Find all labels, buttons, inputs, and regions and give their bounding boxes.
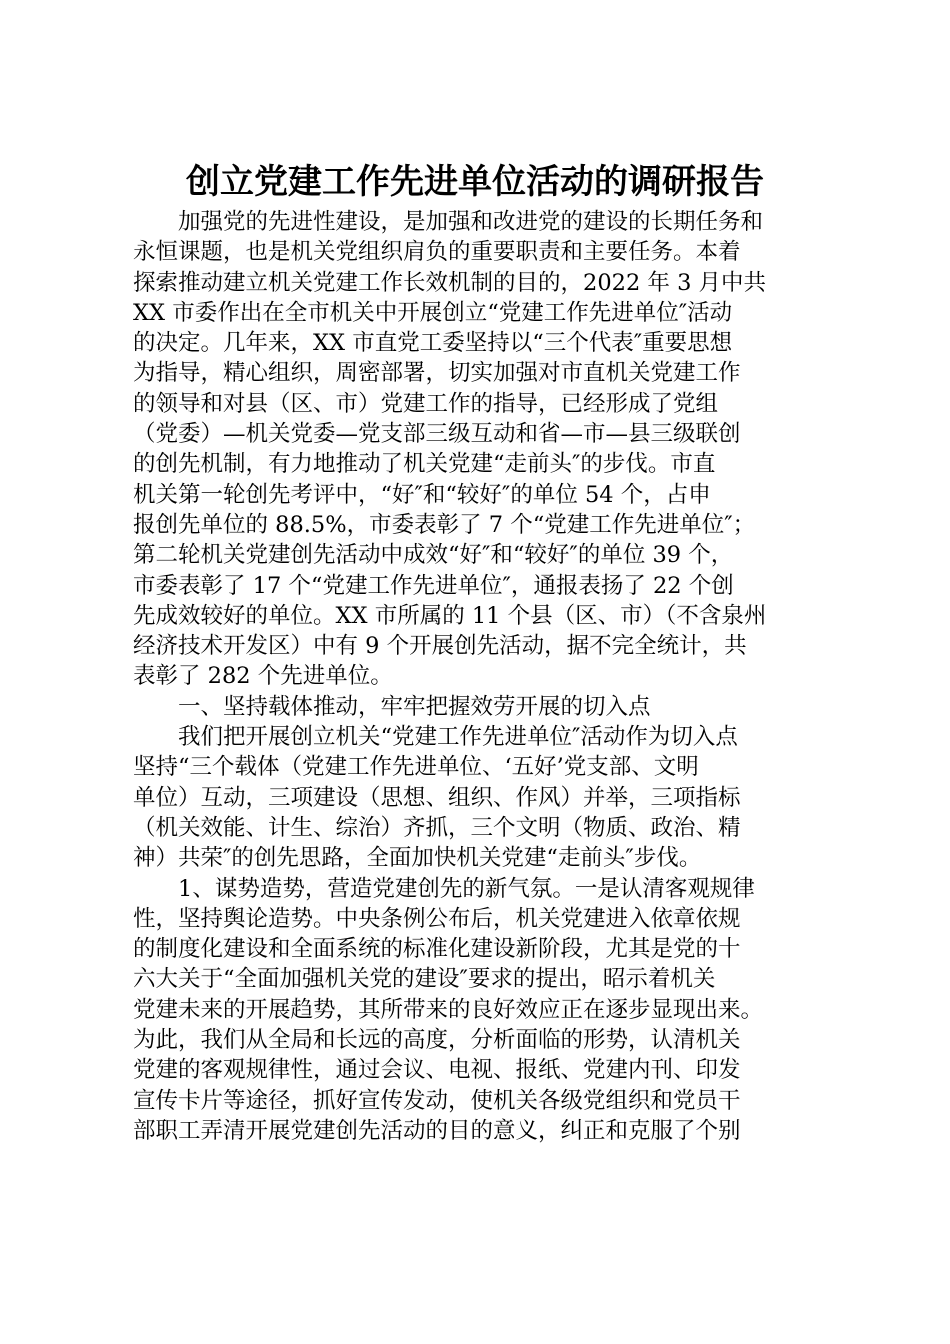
body-line-11: 报创先单位的 88.5%，市委表彰了 7 个“党建工作先进单位″； [133, 511, 756, 538]
body-line-23: 1、谋势造势，营造党建创先的新气氛。一是认清客观规律 [178, 875, 755, 902]
document-body [133, 207, 823, 1146]
body-line-7: 的领导和对县（区、市）党建工作的指导，已经形成了党组 [133, 390, 719, 417]
body-line-15: 经济技术开发区）中有 9 个开展创先活动，据不完全统计，共 [133, 633, 747, 660]
body-line-1: 加强党的先进性建设，是加强和改进党的建设的长期任务和 [178, 209, 764, 235]
body-line-10: 机关第一轮创先考评中，“好″和“较好″的单位 54 个，占申 [133, 481, 711, 508]
document-title: 创立党建工作先进单位活动的调研报告 [186, 162, 764, 202]
body-line-28: 为此，我们从全局和长远的高度，分析面临的形势，认清机关 [133, 1027, 741, 1054]
body-line-26: 六大关于“全面加强机关党的建设″要求的提出，昭示着机关 [133, 966, 716, 993]
body-line-20: 单位）互动，三项建设（思想、组织、作风）并举，三项指标 [133, 784, 741, 811]
body-line-24: 性，坚持舆论造势。中央条例公布后，机关党建进入依章依规 [133, 905, 741, 932]
body-line-19: 坚持“三个载体（党建工作先进单位、‘五好’党支部、文明 [133, 754, 699, 781]
body-line-31: 部职工弄清开展党建创先活动的目的意义，纠正和克服了个别 [133, 1117, 741, 1144]
body-line-12: 第二轮机关党建创先活动中成效“好″和“较好″的单位 39 个， [133, 542, 734, 569]
body-line-30: 宣传卡片等途径，抓好宣传发动，使机关各级党组织和党员干 [133, 1087, 741, 1114]
body-line-29: 党建的客观规律性，通过会议、电视、报纸、党建内刊、印发 [133, 1057, 741, 1084]
section-heading-1: 一、坚持载体推动，牢牢把握效劳开展的切入点 [178, 693, 651, 720]
body-line-25: 的制度化建设和全面系统的标准化建设新阶段，尤其是党的十 [133, 936, 741, 963]
body-line-9: 的创先机制，有力地推动了机关党建“走前头″的步伐。市直 [133, 451, 716, 478]
body-line-8: （党委）—机关党委—党支部三级互动和省—市—县三级联创 [133, 421, 741, 448]
body-line-22: 神）共荣″的创先思路，全面加快机关党建“走前头″步伐。 [133, 845, 702, 872]
body-line-18: 我们把开展创立机关“党建工作先进单位″活动作为切入点 [178, 724, 738, 751]
body-line-5: 的决定。几年来，XX 市直党工委坚持以“三个代表″重要思想 [133, 330, 733, 357]
body-line-21: （机关效能、计生、综治）齐抓，三个文明（物质、政治、精 [133, 814, 741, 841]
body-line-16: 表彰了 282 个先进单位。 [133, 663, 393, 690]
body-line-3: 探索推动建立机关党建工作长效机制的目的，2022 年 3 月中共 [133, 269, 767, 296]
body-line-14: 先成效较好的单位。XX 市所属的 11 个县（区、市）（不含泉州 [133, 602, 767, 629]
body-line-27: 党建未来的开展趋势，其所带来的良好效应正在逐步显现出来。 [133, 996, 764, 1023]
body-line-6: 为指导，精心组织，周密部署，切实加强对市直机关党建工作 [133, 360, 741, 387]
body-line-13: 市委表彰了 17 个“党建工作先进单位″，通报表扬了 22 个创 [133, 572, 734, 599]
body-line-2: 永恒课题，也是机关党组织肩负的重要职责和主要任务。本着 [133, 239, 741, 266]
body-line-4: XX 市委作出在全市机关中开展创立“党建工作先进单位″活动 [133, 299, 733, 326]
